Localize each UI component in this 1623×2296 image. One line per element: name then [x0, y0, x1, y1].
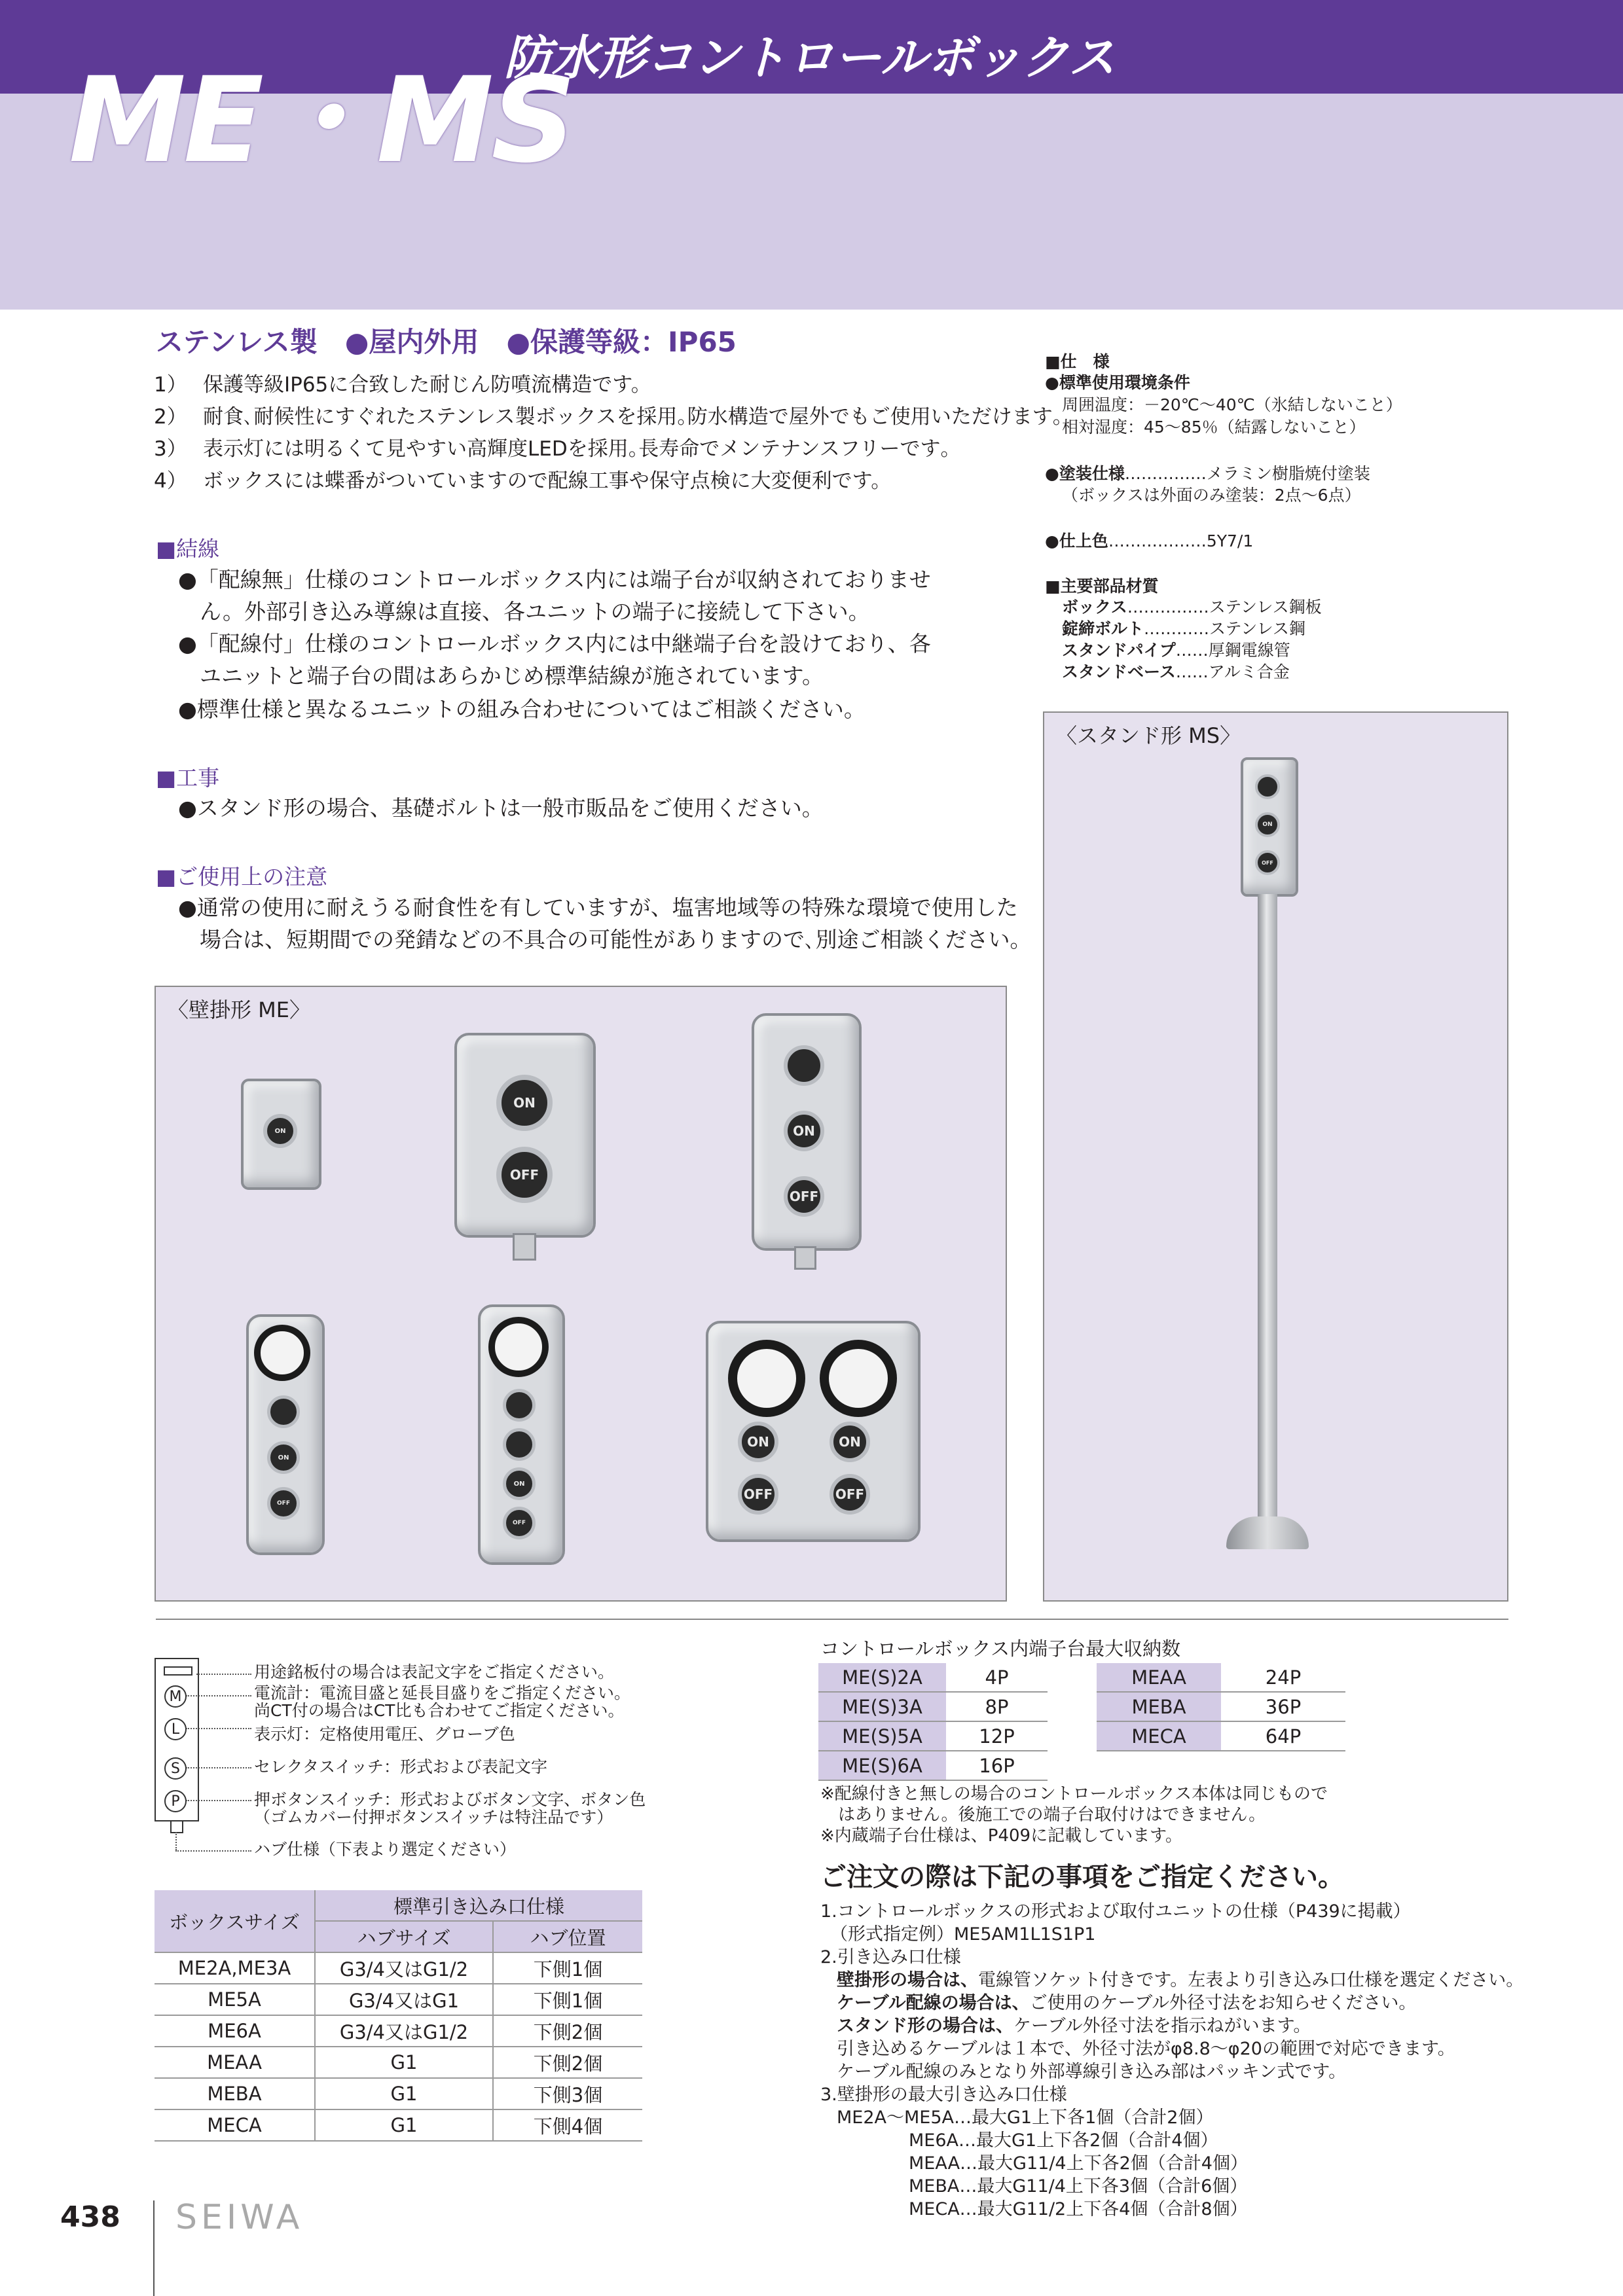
- push-button: OFF: [784, 1176, 824, 1217]
- leader-line: [175, 1832, 177, 1850]
- push-button: ON: [496, 1075, 553, 1131]
- table-row: ME(S)6A 16P: [818, 1751, 1048, 1780]
- legend-text: 用途銘板付の場合は表記文字をご指定ください。: [254, 1662, 615, 1681]
- order-item: 壁掛形の場合は、電線管ソケット付きです。左表より引き込み口仕様を選定ください。: [837, 1970, 1524, 1990]
- push-button: ON: [267, 1441, 300, 1474]
- push-button: ON: [784, 1111, 824, 1151]
- pilot-lamp: [267, 1395, 300, 1428]
- legend-text: 尚CT付の場合はCT比も合わせてご指定ください。: [254, 1701, 625, 1720]
- material-heading: ■主要部品材質: [1045, 577, 1159, 596]
- nameplate-symbol: [164, 1666, 192, 1676]
- material-item: 錠締ボルト…………ステンレス鋼: [1062, 619, 1305, 638]
- feature-item: 3） 表示灯には明るくて見やすい高輝度LEDを採用｡長寿命でメンテナンスフリーです｡: [154, 437, 951, 461]
- order-item: MEAA…最大G11/4上下各2個（合計4個）: [909, 2153, 1248, 2174]
- ammeter: [820, 1340, 897, 1417]
- ammeter: [728, 1340, 805, 1417]
- push-button: ON: [263, 1114, 297, 1148]
- legend-text: 表示灯：定格使用電圧、グローブ色: [254, 1725, 515, 1744]
- order-item: （形式指定例）ME5AM1L1S1P1: [830, 1924, 1096, 1945]
- material-item: スタンドベース……アルミ合金: [1062, 662, 1290, 681]
- order-item: 2.引き込み口仕様: [820, 1947, 961, 1967]
- order-title: ご注文の際は下記の事項をご指定ください。: [820, 1862, 1344, 1892]
- push-button: OFF: [267, 1487, 300, 1520]
- spec-heading: ■仕 様: [1045, 352, 1110, 371]
- caution-line: 場合は、短期間での発錆などの不具合の可能性がありますので､別途ご相談ください。: [200, 927, 1032, 952]
- table-row: MECA G1 下側4個: [155, 2109, 642, 2141]
- table-row: ME6A G3/4又はG1/2 下側2個: [155, 2015, 642, 2047]
- table-row: ME5A G3/4又はG1 下側1個: [155, 1984, 642, 2015]
- wiring-line: ●「配線無」仕様のコントロールボックス内には端子台が収納されておりませ: [178, 567, 931, 592]
- product-me2a: [241, 1079, 321, 1190]
- stand-base: [1226, 1516, 1309, 1549]
- legend-text: 押ボタンスイッチ：形式およびボタン文字、ボタン色: [254, 1790, 646, 1809]
- product-me5a: [752, 1013, 862, 1251]
- terminal-title: コントロールボックス内端子台最大収納数: [820, 1638, 1181, 1660]
- table-row: ME(S)3A 8P: [818, 1692, 1048, 1721]
- hub-spec-table: [155, 1890, 642, 2142]
- ammeter: [254, 1325, 310, 1381]
- push-button: ON: [503, 1467, 536, 1500]
- push-button: OFF: [503, 1507, 536, 1539]
- page-title: 防水形コントロールボックス: [504, 30, 1116, 85]
- push-button: ON: [738, 1422, 778, 1462]
- material-item: ボックス……………ステンレス鋼板: [1062, 598, 1322, 617]
- product-me6a: [246, 1314, 325, 1555]
- table-row: MEBA G1 下側3個: [155, 2078, 642, 2109]
- lamp-symbol: L: [164, 1718, 187, 1740]
- ammeter: [488, 1317, 549, 1377]
- section-divider: [156, 1619, 1508, 1620]
- feature-item: 2） 耐食､耐候性にすぐれたステンレス製ボックスを採用｡防水構造で屋外でもご使用いただけます｡: [154, 405, 1063, 429]
- env-heading: ●標準使用環境条件: [1045, 373, 1190, 392]
- hub: [794, 1246, 816, 1270]
- paint-note: （ボックスは外面のみ塗装：2点～6点）: [1062, 486, 1361, 505]
- push-button: OFF: [1255, 850, 1280, 875]
- order-item: ケーブル配線のみとなり外部導線引き込み部はパッキン式です。: [837, 2062, 1347, 2082]
- wiring-line: ●「配線付」仕様のコントロールボックス内には中継端子台を設けており、各: [178, 631, 931, 656]
- paint-spec: ●塗装仕様……………メラミン樹脂焼付塗装: [1045, 464, 1370, 483]
- wiring-line: ユニットと端子台の間はあらかじめ標準結線が施されています。: [200, 663, 824, 689]
- order-item: ME2A～ME5A…最大G1上下各1個（合計2個）: [837, 2108, 1214, 2128]
- order-item: ケーブル配線の場合は、ご使用のケーブル外径寸法をお知らせください。: [837, 1993, 1417, 2013]
- table-row: ME2A,ME3A G3/4又はG1/2 下側1個: [155, 1952, 642, 1984]
- construction-heading: ■工事: [156, 765, 220, 791]
- pilot-lamp: [503, 1389, 536, 1422]
- leader-line: [186, 1728, 251, 1729]
- brand-logo: SEIWA: [175, 2198, 304, 2237]
- order-item: ME6A…最大G1上下各2個（合計4個）: [909, 2130, 1218, 2151]
- leader-line: [186, 1695, 251, 1696]
- stand-photo-panel: [1043, 711, 1508, 1602]
- table-row: MEBA 36P: [1097, 1692, 1345, 1721]
- table-row: ME(S)5A 12P: [818, 1721, 1048, 1751]
- caution-line: ●通常の使用に耐えうる耐食性を有していますが、塩害地域等の特殊な環境で使用した: [178, 895, 1018, 920]
- wall-photo-label: 〈壁掛形 ME〉: [168, 997, 311, 1022]
- order-item: MECA…最大G11/2上下各4個（合計8個）: [909, 2199, 1248, 2219]
- push-button: OFF: [830, 1474, 870, 1515]
- table-row: MECA 64P: [1097, 1721, 1345, 1751]
- hub-symbol: [170, 1820, 183, 1833]
- feature-item: 1） 保護等級IP65に合致した耐じん防噴流構造です。: [154, 373, 651, 397]
- leader-line: [175, 1850, 251, 1852]
- footer-divider: [153, 2200, 155, 2296]
- table-header: ハブ位置: [493, 1921, 642, 1952]
- series-logo: ME・MS: [69, 52, 574, 189]
- hub: [513, 1233, 536, 1261]
- terminal-table-right: [1097, 1663, 1345, 1751]
- legend-text: 電流計：電流目盛と延長目盛りをご指定ください。: [254, 1683, 631, 1702]
- construction-line: ●スタンド形の場合、基礎ボルトは一般市販品をご使用ください。: [178, 795, 824, 821]
- order-item: 引き込めるケーブルは１本で、外径寸法がφ8.8～φ20の範囲で対応できます。: [837, 2039, 1455, 2059]
- wiring-heading: ■結線: [156, 536, 220, 562]
- push-button: ON: [1255, 812, 1280, 837]
- selector-switch: [503, 1428, 536, 1461]
- stand-pipe: [1258, 894, 1277, 1519]
- finish-color: ●仕上色………………5Y7/1: [1045, 531, 1254, 550]
- legend-text: ハブ仕様（下表より選定ください）: [254, 1840, 517, 1859]
- leader-line: [196, 1674, 251, 1675]
- wiring-line: ん。外部引き込み導線は直接、各ユニットの端子に接続して下さい。: [200, 599, 870, 624]
- product-meca: [706, 1321, 921, 1542]
- product-meaa: [478, 1304, 565, 1565]
- ammeter-symbol: M: [164, 1685, 187, 1708]
- terminal-table-left: [818, 1663, 1048, 1781]
- page-number: 438: [60, 2200, 120, 2234]
- push-button: ON: [830, 1422, 870, 1462]
- table-header: ハブサイズ: [315, 1921, 493, 1952]
- order-item: 3.壁掛形の最大引き込み口仕様: [820, 2085, 1067, 2105]
- leader-line: [186, 1767, 251, 1768]
- terminal-note: はありません。後施工での端子台取付けはできません。: [838, 1805, 1266, 1825]
- pushbutton-symbol: P: [164, 1790, 187, 1812]
- table-header: ボックスサイズ: [155, 1890, 315, 1952]
- leader-line: [186, 1800, 251, 1801]
- env-temperature: 周囲温度：－20℃～40℃（氷結しないこと）: [1062, 395, 1402, 414]
- terminal-note: ※内蔵端子台仕様は、P409に記載しています。: [820, 1826, 1183, 1846]
- env-humidity: 相対湿度：45～85％（結露しないこと）: [1062, 418, 1366, 437]
- product-me3a: [454, 1033, 596, 1238]
- legend-text: （ゴムカバー付押ボタンスイッチは特注品です）: [254, 1808, 613, 1827]
- order-item: スタンド形の場合は、ケーブル外径寸法を指示ねがいます。: [837, 2016, 1311, 2036]
- legend-text: セレクタスイッチ：形式および表記文字: [254, 1757, 548, 1776]
- feature-item: 4） ボックスには蝶番がついていますので配線工事や保守点検に大変便利です。: [154, 469, 892, 493]
- push-button: OFF: [496, 1147, 553, 1203]
- stand-photo-label: 〈スタンド形 MS〉: [1056, 723, 1241, 748]
- stand-control-box: [1241, 757, 1298, 897]
- wiring-line: ●標準仕様と異なるユニットの組み合わせについてはご相談ください。: [178, 696, 866, 722]
- material-item: スタンドパイプ……厚鋼電線管: [1062, 641, 1290, 660]
- order-item: MEBA…最大G11/4上下各3個（合計6個）: [909, 2176, 1248, 2197]
- caution-heading: ■ご使用上の注意: [156, 864, 328, 889]
- selector-symbol: S: [164, 1757, 187, 1780]
- table-row: ME(S)2A 4P: [818, 1663, 1048, 1692]
- table-header: 標準引き込み口仕様: [315, 1890, 642, 1921]
- push-button: OFF: [738, 1474, 778, 1515]
- tagline: ステンレス製 ●屋内外用 ●保護等級：IP65: [156, 326, 737, 358]
- wall-photo-panel: [155, 986, 1007, 1602]
- table-row: MEAA 24P: [1097, 1663, 1345, 1692]
- table-row: MEAA G1 下側2個: [155, 2047, 642, 2078]
- pilot-lamp: [784, 1045, 824, 1086]
- order-item: 1.コントロールボックスの形式および取付ユニットの仕様（P439に掲載）: [820, 1901, 1411, 1922]
- pilot-lamp: [1255, 774, 1280, 799]
- terminal-note: ※配線付きと無しの場合のコントロールボックス本体は同じもので: [820, 1784, 1328, 1804]
